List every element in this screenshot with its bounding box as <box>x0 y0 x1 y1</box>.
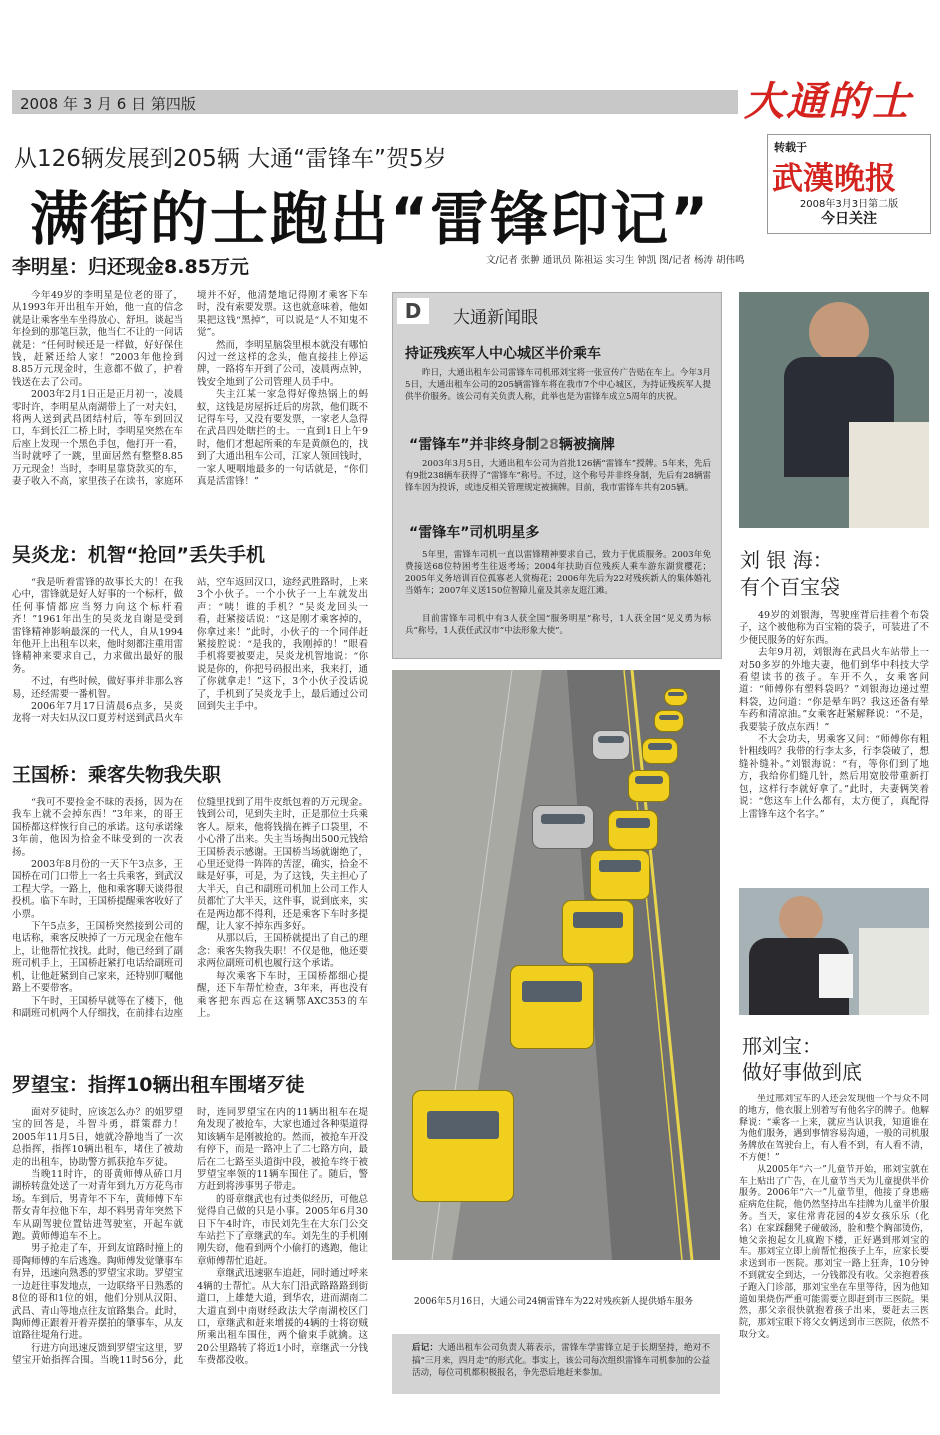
story3-title: 王国桥：乘客失物我失职 <box>12 764 222 786</box>
xing-liubao-photo <box>739 888 929 1015</box>
story4-paragraph: 章继武迅速驱车追赶，同时通过呼来4辆的士帮忙。从大东门沿武路路路到街道口，上雄楚大道，到华农，进而湖南二大道直到中南财经政法大学南湖校区门口，章继武和赶来增援的4辆的士将窃贼所乘出租车围住，两个偷束手就擒。这20公里路转了将近1小时，章继武一分钱车费都没收。 <box>197 1268 368 1367</box>
story2-title: 吴炎龙：机智“抢回”丢失手机 <box>12 544 265 566</box>
right-story2-paragraph: 坐过邢刘宝车的人还会发现他一个与众不同的地方，他衣服上别着写有他名字的牌子。他解释说：“乘客一上来，就应当认识我，知道谁在为他们服务，遇到事情容易沟通，一般的司机服务牌放在驾驶台上，有人看不到，有人看不清，不方便！” <box>739 1094 929 1163</box>
driver-head <box>779 896 823 942</box>
story4-title: 罗望宝：指挥10辆出租车围堵歹徒 <box>12 1074 305 1096</box>
source-edition: 2008年3月3日第二版 <box>799 199 899 210</box>
sidebar-item-text: 5年里，雷锋车司机一直以雷锋精神要求自己，致力于优质服务。2003年免费接送68位特困考生往返考场；2004年扶助百位残疾人乘车游东湖赏樱花；2005年义务培训百位孤寡老人赏梅花；2006年先后为22对残疾新人的集体婚礼当婚车；2007年义送150位智障儿童及其亲友逛江滩。 <box>405 550 711 596</box>
right-story2-paragraph: 从2005年“六一”儿童节开始，邢刘宝就在车上贴出了广告，在儿童节当天为儿童提供半价服务。2006年“六一”儿童节里，他接了身患癌症病危住院，他仍然坚持出车挂牌为儿童半价服务。当天，家住常青花园的4岁女孩乐乐（化名）在家踩翻凳子碰破汤，脸和整个胸部烫伤，她父亲抱起女儿疯跑下楼，正好遇到邢刘宝的车。那刘宝立即上前帮忙抱孩子上车，应家长要求送到市一医院。那刘宝一路上狂奔，10分钟不到就安全到达，一分钱都没有收。父亲抱着孩子跑入门诊部，那刘宝坐在车里等待，因为他知道如果烧伤严重可能需要立即赶到市三医院。果然，那父亲很快就抱着孩子出来，要赶去三医院，那刘宝眼下将父女俩送到市三医院，依然不取分文。 <box>739 1164 929 1340</box>
story2-paragraph: 不过，有些时候，做好事并非那么容易，还经需要一番机智。 <box>12 676 184 700</box>
sidebar-title: 大通新闻眼 <box>453 308 538 328</box>
afterword-box <box>392 1334 720 1394</box>
story3-paragraph: 下午时，王国桥早就等在了楼下，他和副班司机两个人仔细找，在前排右边座位缝里找到了用牛皮纸包着的万元现金。钱到公司，见到失主时，正是那位士兵乘客人。原来，他将钱揣在裤子口袋里，不小心滑了出来。失主当场掏出500元钱给王国桥表示感谢。王国桥当场就谢绝了，心里还觉得一阵阵的苦涩，确实，拾金不昧是好事，可是，为了这钱，失主担心了大半天，自己和副班司机加上公司工作人员都忙了大半天，这件事，说到底来，实在是两边都不得利，还是乘客下车时多提醒，让人家不掉东西多好。 <box>12 797 368 1019</box>
right-story1-paragraph: 49岁的刘银海，驾驶座背后挂着个布袋子，这个被他称为百宝箱的袋子，可装进了不少便民服务的好东西。 <box>739 610 929 646</box>
story4-paragraph: 的哥章继武也有过类似经历，可他总觉得自己做的只是小事。2005年6月30日下午4时许，市民刘先生在大东门公交车站拦下了章继武的车。刘先生的手机刚刚失窃，他看到两个小偷打的逃跑，他让章师傅帮忙追赶。 <box>197 1193 368 1267</box>
story1-paragraph: 失主江某一家急得好像热锅上的蚂蚁，这钱是房屋拆迁后的房款，他们既不记得车号，又没有要发票，一家老人急得在武昌四处瞎拦的士。一直到1日上午9时，他们才想起所乘的车是黄颜色的，找到了大通出租车公司，江家人领回钱时，一家人哽咽地最多的一句话就是，“你们真是活雷锋！” <box>197 389 368 488</box>
right-story1-body <box>739 610 929 870</box>
taxi <box>664 688 688 706</box>
story1-body <box>12 290 368 522</box>
afterword-text <box>412 1342 710 1380</box>
afterword-body: 大通出租车公司负责人蒋表示，雷锋车学雷锋立足于长期坚持，绝对不搞“三月来，四月走”的形式化。事实上，该公司每次组织雷锋车司机参加的公益活动，每位司机都积极报名，争先恐后地赶来参加。 <box>412 1343 710 1378</box>
story4-paragraph: 行进方向迅速反馈到罗望宝这里，罗望宝开始指挥合围。当晚11时56分，此时，连同罗望宝在内的11辆出租车在堤角发现了被抢车，大家也通过各种渠道得知该辆车是刚被抢的。然而，被抢车开没有停下，而是一路冲上了二七路方向，最后在二七路至头道街中段，被抢车终于被罗望宝率领的11辆车围住了。随后，警方赶到将涉事男子带走。 <box>12 1107 368 1367</box>
sidebar-item-headline: “雷锋车”司机明星多 <box>409 525 540 541</box>
right-story2-subtitle: 做好事做到底 <box>742 1060 862 1084</box>
sidebar-item-headline <box>409 434 615 454</box>
sidebar-item-text: 昨日，大通出租车公司雷锋车司机邢刘宝将一张宣传广告贴在车上。今年3月5日，大通出租车公司的205辆雷锋车将在我市7个中心城区，为持证残疾军人提供半价服务。该公司有关负责人称，此举也是为雷锋车成立5周年的庆祝。 <box>405 368 711 402</box>
right-story2-body <box>739 1094 929 1394</box>
taxi <box>590 850 650 900</box>
story3-paragraph: “我可不要捡金不昧的表扬，因为在我车上就不会掉东西！”3年来，的哥王国桥都这样恢行自己的承诺。这句承诺缘3年前，他因为拾金不昧受到的一次表扬。 <box>12 797 184 858</box>
story3-paragraph: 每次乘客下车时，王国桥都细心提醒，还下车帮忙检查，3年来，再也没有乘客把东西忘在这辆鄂AXC353的车上。 <box>197 970 368 1019</box>
banner-headline: 满街的士跑出“雷锋印记” <box>30 185 711 253</box>
right-story1-subtitle: 有个百宝袋 <box>740 575 840 599</box>
silver-car <box>592 730 630 760</box>
story3-body <box>12 797 368 1053</box>
source-section: 今日关注 <box>821 211 877 227</box>
dateline: 2008 年 3 月 6 日 第四版 <box>20 95 196 113</box>
story2-paragraph: “我是听着雷锋的故事长大的！在我心中，雷锋就是好人好事的一个标杆，做任何事情都应当努力向这个标杆看齐！”1961年出生的吴炎龙自谢是受到雷锋精神影响最深的一代人，自从1994年他开上出租车以来，他时刻都注重用雷锋精神来要求自己，力求做出最好的服务。 <box>12 577 184 675</box>
story4-body <box>12 1107 368 1397</box>
story1-paragraph: 今年49岁的李明星是位老的哥了，从1993年开出租车开始，他一直的信念就是让乘客坐车坐得放心、舒坦。谈起当年捡到的那笔巨款，他当仁不让的一问话就是：“任何时候还是一样做，好好保住钱，赶紧还给人家！”2003年他捡到8.85万元现金时，生意都不做了，护着钱送在去了公司。 <box>12 290 184 388</box>
taxi <box>562 900 634 964</box>
sidebar-headline-part: “雷锋车”并非终身制 <box>409 437 540 453</box>
right-story1-paragraph: 去年9月初，刘银海在武昌火车站带上一对50多岁的外地夫妻，他们到华中科技大学看望读书的孩子。车开不久，女乘客问道：“师傅你有塑料袋吗？”刘银海边递过塑料袋，边问道：“你是晕车吗？我这还备有晕车药和清凉油。”女乘客赶紧解释说：“不是，我要装子放点东西！” <box>739 647 929 733</box>
byline: 文/记者 张翀 通讯员 陈祖运 实习生 钟凯 图/记者 杨涛 胡伟鸣 <box>486 255 745 266</box>
story4-paragraph: 男子抢走了车，开到友谊路时撞上的哥陶师傅的车后逃逸。陶师傅发觉肇事车有异，迅速向熟悉的罗望宝求助。罗望宝一边赶往事发地点，一边联络平日熟悉的8位的哥和1位的姐，他们分别从汉阳、武昌、青山等地点往友谊路集合。此时，陶师傅正跟着开着弄摆拍的肇事车，从友谊路往堤角行进。 <box>12 1243 184 1342</box>
story3-paragraph: 下午5点多，王国桥突然接到公司的电话称，乘客反映掉了一万元现金在他车上，让他帮忙找找。此时，他已经到了副班司机手上，王国桥赶紧打电话给副班司机，让他赶紧到自己家来，还特别叮嘱他路上不要带客。 <box>12 921 184 995</box>
notice-sheet <box>819 954 853 998</box>
silver-car <box>532 805 594 849</box>
masthead: 大通的士 <box>744 78 912 125</box>
story4-paragraph: 当晚11时许，的哥黄师傅从硚口月湖桥转盘处送了一对青年到九万方花鸟市场。车到后，男青年不下车，黄师傅下车帮女青年拉他下车，却不料男青年突然下车从副驾驶位置钻进驾驶室，开起车就跑。黄师傅追车不上。 <box>12 1169 184 1243</box>
afterword-label: 后记： <box>412 1343 439 1353</box>
sidebar-headline-part: 辆被摘牌 <box>558 437 615 453</box>
driver-figure <box>809 302 869 362</box>
story2-body <box>12 577 368 743</box>
sidebar-item-headline: 持证残疾军人中心城区半价乘车 <box>405 346 601 362</box>
center-photo-caption: 2006年5月16日，大通公司24辆雷锋车为22对残疾新人提供婚车服务 <box>414 1297 693 1307</box>
story3-paragraph: 从那以后，王国桥就提出了自己的理念：乘客失物我失职！不仅是他，他还要求两位副班司机也履行这个承诺。 <box>197 933 368 970</box>
taxi <box>654 710 684 732</box>
sidebar-headline-number: 28 <box>539 437 559 453</box>
sidebar-item-text: 目前雷锋车司机中有3人获全国“服务明星”称号，1人获全国“见义勇为标兵”称号，1人获任武汉市“中法形象大使”。 <box>405 614 711 636</box>
banner-kicker: 从126辆发展到205辆 大通“雷锋车”贺5岁 <box>14 146 447 172</box>
sidebar-letter: D <box>397 298 429 324</box>
source-box <box>767 134 931 234</box>
news-sidebar <box>392 292 722 659</box>
taxi <box>628 770 670 802</box>
story3-paragraph: 2003年8月份的一天下午3点多，王国桥在司门口带上一名士兵乘客，到武汉工程大学。一路上，他和乘客聊天谈得很投机。临下车时，王国桥提醒乘客收好了小票。 <box>12 859 184 920</box>
taxi-rear <box>859 928 929 1015</box>
taxi-convoy-photo <box>392 670 720 1260</box>
taxi <box>642 738 678 764</box>
source-paper: 武漢晚报 <box>772 161 896 197</box>
taxi <box>510 965 594 1049</box>
story2-paragraph: 2006年7月17日清晨6点多，吴炎龙将一对夫妇从汉口夏芳村送到武昌火车站，空车返回汉口，途经武胜路时，上来3个小伙子。一个小伙子一上车就发出声：“咦！谁的手机？”吴炎龙回头一看，赶紧接话说：“这是刚才乘客掉的，你拿过来！”此时，小伙子的一个同伴赶紧接腔说：“是我的，我刚掉的！”眼看手机将要被要走，吴炎龙机智地说：“你说是你的，你把号码报出来，我来打，通了你就拿走！”这下，3个小伙子没话说了，手机到了吴炎龙手上，最后通过公司回到失主手中。 <box>12 577 368 725</box>
liu-yinhai-photo <box>739 292 929 528</box>
taxi <box>608 810 658 850</box>
right-story2-name: 邢刘宝： <box>742 1034 822 1058</box>
reprinted-from: 转载于 <box>774 141 807 154</box>
supplies-bag <box>849 422 929 528</box>
taxi <box>412 1090 514 1202</box>
story4-paragraph: 面对歹徒时，应该怎么办？的姐罗望宝的回答是，斗智斗勇，群策群力！2005年11月5日，她就冷静地当了一次总指挥，指挥10辆出租车，堵住了被劫走的出租车，协助警方抓获抢车歹徒。 <box>12 1107 184 1168</box>
story1-paragraph: 然而，李明星脑袋里根本就没有哪怕闪过一丝这样的念头，他直接挂上停运牌，一路将车开到了公司，凌晨两点钟，钱安全地到了公司管理人员手中。 <box>197 339 368 388</box>
story1-paragraph: 2003年2月1日正是正月初一，凌晨零时许，李明星从南湖带上了一对夫妇，将两人送到武昌团结村后，等车到回汉口，车到长江二桥上时，李明星突然在车后座上发现一个黑色手包，他打开一看，当时就呼了一跳，里面居然有整整8.85万元现金！当时，李明星靠贷款买的车，妻子收入不高，家里孩子在读书，家庭环境并不好，他清楚地记得刚才乘客下车时，没有索要发票。这也就意味着，他如果把这钱“黑掉”，可以说是“人不知鬼不觉”。 <box>12 290 368 488</box>
right-story1-name: 刘 银 海： <box>740 548 833 572</box>
sidebar-item-text: 2003年3月5日，大通出租车公司为首批126辆“雷锋车”授牌。5年来，先后有9批238辆车获得了“雷锋车”称号。不过，这个称号并非终身制，先后有28辆雷锋车因为投诉，或违反相关管理规定被摘牌。目前，我市雷锋车共有205辆。 <box>405 459 711 493</box>
right-story1-paragraph: 不大会功夫，男乘客又问：“师傅你有粗针粗线吗？我带的行李太多，行李袋破了，想缝补缝补。”刘银海说：“有，等你们到了地方，我给你们缝几针，然后用宽胶带重新打包，这样行李就好拿了。”此时，夫妻俩笑着说：“您这车上什么都有，太方便了，真配得上雷锋车这个名字。” <box>739 734 929 820</box>
story1-title: 李明星：归还现金8.85万元 <box>12 256 249 278</box>
